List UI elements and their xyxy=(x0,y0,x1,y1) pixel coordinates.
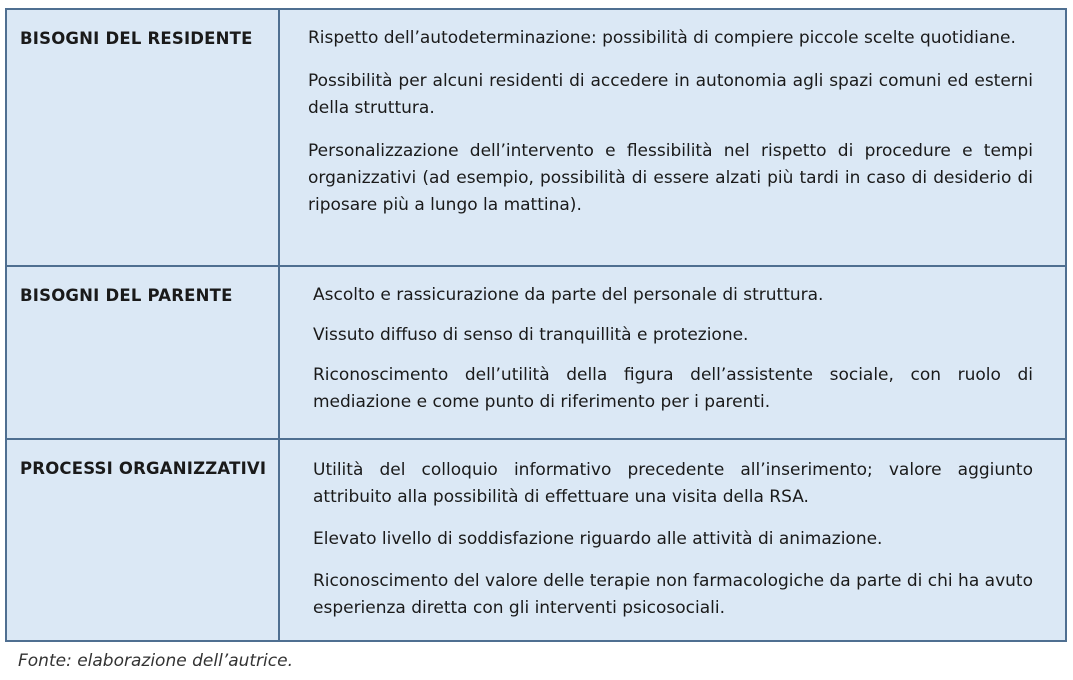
row-content-organizational-processes xyxy=(282,440,1065,640)
table-row-organizational-processes xyxy=(7,438,1065,640)
row-header-organizational-processes: PROCESSI ORGANIZZATIVI xyxy=(7,440,280,640)
row-content-relative-needs xyxy=(282,267,1065,440)
row-header-relative-needs: BISOGNI DEL PARENTE xyxy=(7,267,280,440)
list-item: Elevato livello di soddisfazione riguardo alle attività di animazione. xyxy=(313,529,883,549)
table-row-relative-needs xyxy=(7,265,1065,440)
list-item: Personalizzazione dell’intervento e flessibilità nel rispetto di procedure e tempi organizzativi (ad esempio, possibilità di essere alzati più tardi in caso di desiderio di riposare più a lungo la mattina). xyxy=(308,141,1033,215)
row-header-resident-needs: BISOGNI DEL RESIDENTE xyxy=(7,10,280,267)
summary-table xyxy=(5,8,1067,642)
list-item: Riconoscimento dell’utilità della figura dell’assistente sociale, con ruolo di mediazione e come punto di riferimento per i parenti. xyxy=(313,365,1033,412)
row-content-resident-needs xyxy=(282,10,1065,267)
list-item: Rispetto dell’autodeterminazione: possibilità di compiere piccole scelte quotidiane. xyxy=(308,28,1016,48)
list-item: Vissuto diffuso di senso di tranquillità e protezione. xyxy=(313,325,749,345)
list-item: Utilità del colloquio informativo precedente all’inserimento; valore aggiunto attribuito alla possibilità di effettuare una visita della RSA. xyxy=(313,460,1033,507)
table-row-resident-needs xyxy=(7,10,1065,267)
source-caption: Fonte: elaborazione dell’autrice. xyxy=(18,651,293,671)
list-item: Ascolto e rassicurazione da parte del personale di struttura. xyxy=(313,285,824,305)
list-item: Riconoscimento del valore delle terapie non farmacologiche da parte di chi ha avuto esperienza diretta con gli interventi psicosociali. xyxy=(313,571,1033,618)
list-item: Possibilità per alcuni residenti di accedere in autonomia agli spazi comuni ed esterni della struttura. xyxy=(308,71,1033,118)
